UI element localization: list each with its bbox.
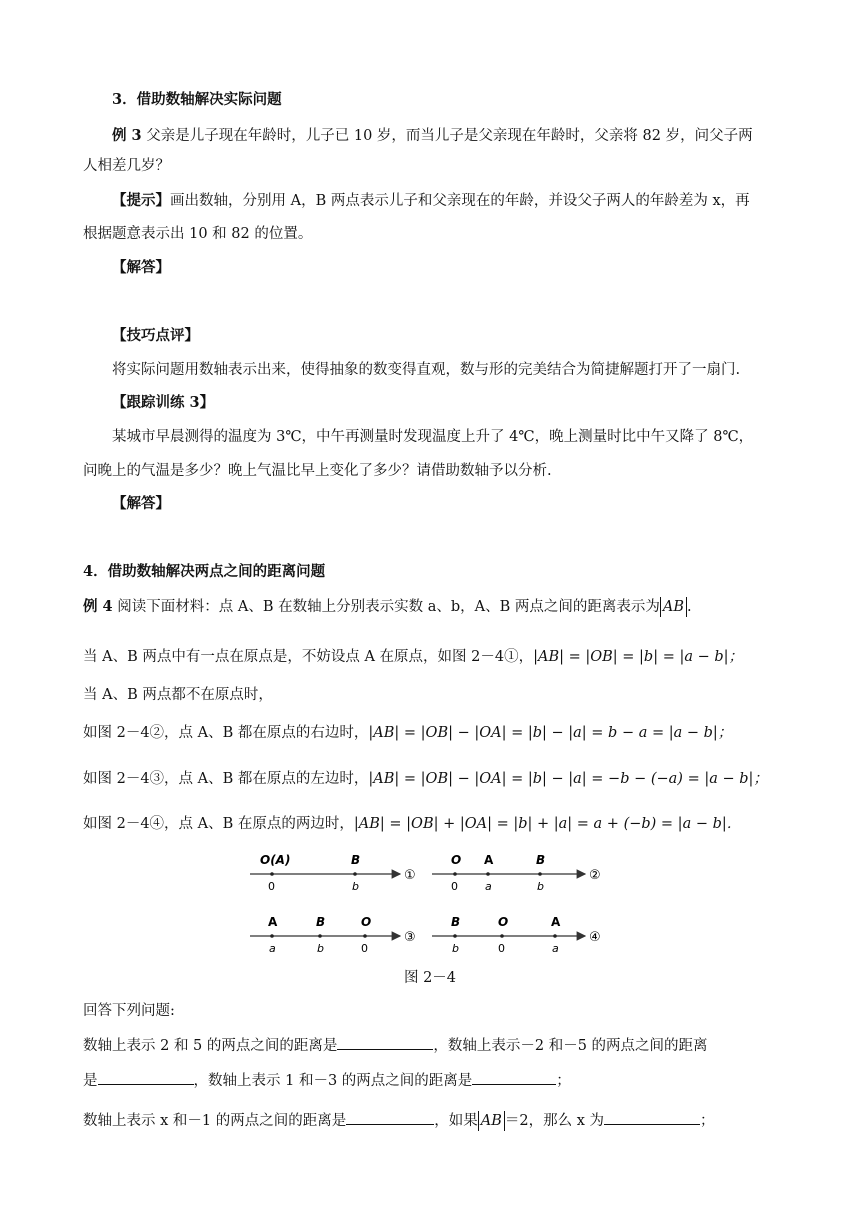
hint-label: 【提示】 bbox=[112, 192, 170, 209]
point-o-4 bbox=[500, 934, 504, 938]
number-line-svg bbox=[240, 848, 620, 958]
case-3-formula: |AB| = |OB| − |OA| = |b| − |a| = −b − (−a) = |a − b|； bbox=[368, 771, 768, 787]
answer-label-1: 【解答】 bbox=[112, 259, 170, 276]
point-a-3 bbox=[270, 934, 274, 938]
case-4-formula: |AB| = |OB| + |OA| = |b| + |a| = a + (−b) = |a − b|． bbox=[353, 816, 742, 832]
example-3-line-2: 人相差几岁？ bbox=[83, 158, 170, 174]
point-o-1 bbox=[270, 872, 274, 876]
label-b-2: B bbox=[536, 853, 546, 867]
case-3-line: 如图 2－4③，点 A、B 都在原点的左边时，|AB| = |OB| − |OA| = |b| − |a| = −b − (−a) = |a − b|； bbox=[83, 771, 768, 787]
section-4-heading: 4．借助数轴解决两点之间的距离问题 bbox=[83, 563, 326, 580]
case-4-line: 如图 2－4④，点 A、B 在原点的两边时，|AB| = |OB| + |OA| = |b| + |a| = a + (−b) = |a − b|． bbox=[83, 816, 742, 832]
skill-label: 【技巧点评】 bbox=[112, 327, 199, 344]
label-b-4: B bbox=[451, 915, 461, 929]
answer-blank-4[interactable] bbox=[346, 1110, 434, 1125]
figure-caption: 图 2－4 bbox=[403, 970, 457, 986]
case-2-intro: 当 A、B 两点都不在原点时， bbox=[83, 687, 273, 703]
label-b-1: B bbox=[351, 853, 361, 867]
case-2-line: 如图 2－4②，点 A、B 都在原点的右边时，|AB| = |OB| − |OA| = |b| − |a| = b − a = |a − b|； bbox=[83, 725, 733, 741]
label-o-4: O bbox=[498, 915, 509, 929]
section-3-heading: 3．借助数轴解决实际问题 bbox=[112, 91, 282, 108]
marker-2: ② bbox=[589, 868, 601, 883]
tick-b-4: b bbox=[452, 942, 459, 955]
point-b-3 bbox=[318, 934, 322, 938]
tick-0-1: 0 bbox=[268, 880, 275, 893]
number-line-2 bbox=[432, 853, 601, 893]
example-4-label: 例 4 bbox=[83, 598, 113, 615]
tick-b-2: b bbox=[537, 880, 544, 893]
answer-blank-5[interactable] bbox=[604, 1110, 700, 1125]
tick-0-3: 0 bbox=[361, 942, 368, 955]
tick-b-1: b bbox=[352, 880, 359, 893]
tick-b-3: b bbox=[317, 942, 324, 955]
answer-blank-1[interactable] bbox=[337, 1035, 433, 1050]
tick-a-2: a bbox=[485, 880, 492, 893]
label-o-3: O bbox=[361, 915, 372, 929]
number-line-1 bbox=[250, 853, 416, 893]
track-line-2: 问晚上的气温是多少？晚上气温比早上变化了多少？请借助数轴予以分析. bbox=[83, 463, 552, 479]
point-a-2 bbox=[486, 872, 490, 876]
number-line-3 bbox=[250, 915, 416, 955]
label-a-3: A bbox=[268, 915, 278, 929]
example-4-line: 例 4 阅读下面材料：点 A、B 在数轴上分别表示实数 a、b，A、B 两点之间的距离表示为 AB . bbox=[83, 598, 692, 615]
point-b-1 bbox=[353, 872, 357, 876]
abs-ab: AB bbox=[660, 597, 687, 617]
case-1-line: 当 A、B 两点中有一点在原点是，不妨设点 A 在原点，如图 2－4①，|AB| = |OB| = |b| = |a − b|； bbox=[83, 649, 744, 665]
question-line-1: 数轴上表示 2 和 5 的两点之间的距离是 ，数轴上表示－2 和－5 的两点之间的距离 bbox=[83, 1035, 790, 1056]
questions-intro: 回答下列问题: bbox=[83, 1003, 175, 1019]
tick-0-2: 0 bbox=[451, 880, 458, 893]
abs-ab-2: AB bbox=[478, 1111, 505, 1131]
point-o-3 bbox=[363, 934, 367, 938]
tick-0-4: 0 bbox=[498, 942, 505, 955]
answer-label-2: 【解答】 bbox=[112, 495, 170, 512]
marker-1: ① bbox=[404, 868, 416, 883]
marker-3: ③ bbox=[404, 930, 416, 945]
label-o-2: O bbox=[451, 853, 462, 867]
example-3-line-1: 例 3 父亲是儿子现在年龄时，儿子已 10 岁，而当儿子是父亲现在年龄时，父亲将 82 岁，问父子两 bbox=[112, 127, 753, 144]
number-line-4 bbox=[432, 915, 601, 955]
label-oa: O(A) bbox=[260, 853, 291, 867]
tick-a-4: a bbox=[552, 942, 559, 955]
label-a-4: A bbox=[551, 915, 561, 929]
answer-blank-3[interactable] bbox=[472, 1070, 556, 1085]
point-b-4 bbox=[453, 934, 457, 938]
point-a-4 bbox=[553, 934, 557, 938]
point-o-2 bbox=[453, 872, 457, 876]
example-3-label: 例 3 bbox=[112, 127, 142, 144]
number-line-figure bbox=[240, 848, 620, 958]
case-2-formula: |AB| = |OB| − |OA| = |b| − |a| = b − a = |a − b|； bbox=[368, 725, 733, 741]
question-line-2: 是 ，数轴上表示 1 和－3 的两点之间的距离是 ； bbox=[83, 1070, 790, 1091]
marker-4: ④ bbox=[589, 930, 601, 945]
case-1-formula: |AB| = |OB| = |b| = |a − b|； bbox=[533, 649, 744, 665]
track-label: 【跟踪训练 3】 bbox=[112, 394, 215, 411]
hint-line-2: 根据题意表示出 10 和 82 的位置。 bbox=[83, 226, 313, 242]
track-line-1: 某城市早晨测得的温度为 3℃，中午再测量时发现温度上升了 4℃，晚上测量时比中午又降了 8℃， bbox=[112, 429, 754, 445]
label-b-3: B bbox=[316, 915, 326, 929]
label-a-2: A bbox=[484, 853, 494, 867]
answer-blank-2[interactable] bbox=[98, 1070, 194, 1085]
question-line-3: 数轴上表示 x 和－1 的两点之间的距离是 ，如果 AB ＝2，那么 x 为 ； bbox=[83, 1110, 790, 1131]
tick-a-3: a bbox=[269, 942, 276, 955]
skill-text: 将实际问题用数轴表示出来，使得抽象的数变得直观，数与形的完美结合为简捷解题打开了一扇门. bbox=[112, 362, 741, 378]
point-b-2 bbox=[538, 872, 542, 876]
hint-line-1: 【提示】画出数轴，分别用 A，B 两点表示儿子和父亲现在的年龄，并设父子两人的年龄差为 x，再 bbox=[112, 192, 750, 209]
